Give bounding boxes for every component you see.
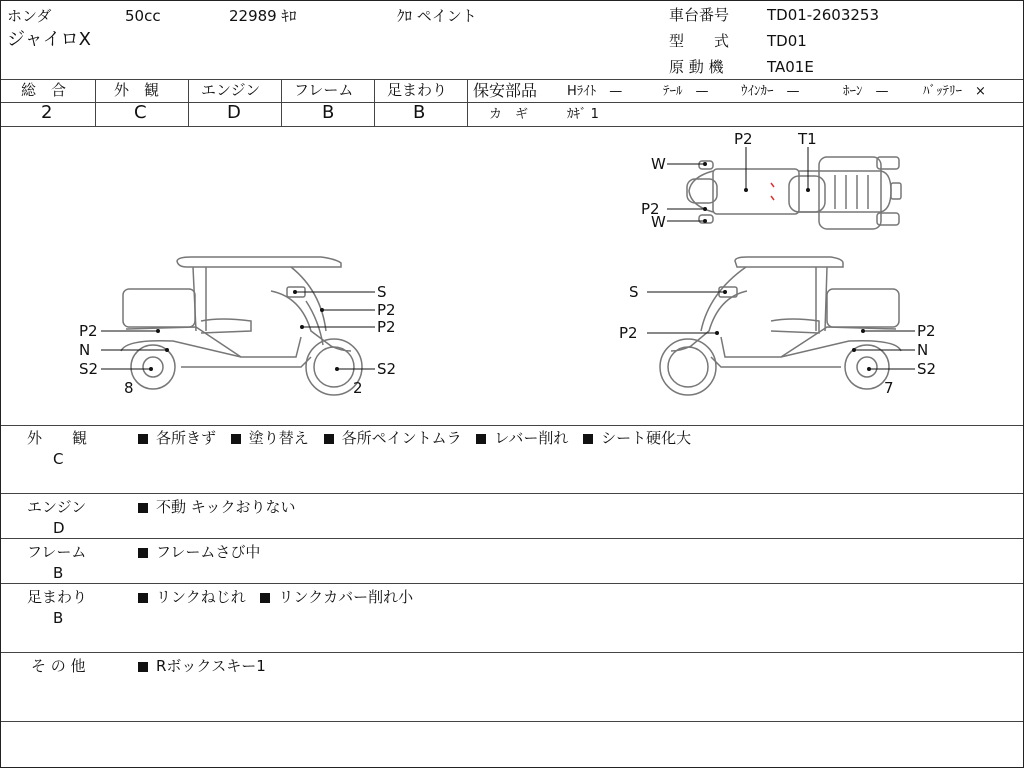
label-n-rear: N: [79, 341, 91, 359]
note-item: 各所ペイントムラ: [341, 429, 462, 447]
label-w-upper: W: [651, 155, 666, 173]
chassis-label: 車台番号: [669, 6, 730, 24]
color: ｸﾛ ペイント: [397, 7, 477, 25]
grade-frame-label: フレーム: [294, 81, 354, 99]
note-item: シート硬化大: [601, 429, 692, 447]
left-side-vehicle: [121, 257, 362, 395]
note-item: 塗り替え: [248, 429, 309, 447]
note-frame-label: フレーム: [27, 543, 87, 561]
label-s2-rear: S2: [79, 360, 99, 378]
label-p2-right-front: P2: [619, 324, 638, 342]
note-exterior-label: 外 観: [27, 429, 88, 447]
note-exterior-items: [138, 429, 701, 447]
grade-suspension-label: 足まわり: [387, 81, 448, 99]
chassis-value: TD01-2603253: [767, 6, 880, 24]
note-suspension-label: 足まわり: [27, 588, 88, 606]
divider: [1, 652, 1023, 653]
label-tire-rear-right: 7: [884, 379, 894, 397]
label-s2-front-left: S2: [377, 360, 397, 378]
note-item: レバー削れ: [494, 429, 569, 447]
note-item: フレームさび中: [156, 543, 261, 561]
divider: [468, 102, 1023, 103]
mileage: 22989 ｷﾛ: [229, 7, 297, 25]
maker: ホンダ: [7, 7, 52, 25]
label-p2-left-b: P2: [377, 318, 396, 336]
note-item: リンクねじれ: [156, 588, 246, 606]
label-tire-rear-left: 8: [124, 379, 134, 397]
grade-frame-value: B: [322, 102, 335, 123]
top-view-vehicle: [687, 157, 901, 229]
divider: [1, 425, 1023, 426]
grade-suspension-value: B: [413, 102, 426, 123]
note-frame-items: [138, 543, 270, 561]
label-w-lower: W: [651, 213, 666, 231]
label-p2-right-rear: P2: [917, 322, 936, 340]
label-p2-top: P2: [734, 130, 753, 148]
note-engine-grade: D: [53, 519, 65, 537]
label-p2-left-a: P2: [377, 301, 396, 319]
divider: [1, 493, 1023, 494]
note-exterior-grade: C: [53, 450, 64, 468]
divider: [95, 79, 96, 126]
model-name: ジャイロX: [7, 29, 91, 50]
note-other-label: そ の 他: [31, 657, 86, 675]
note-suspension-grade: B: [53, 609, 64, 627]
grade-engine-value: D: [227, 102, 241, 123]
safety-label: 保安部品: [473, 81, 538, 100]
engine-label: 原 動 機: [669, 58, 724, 76]
label-p2-rear: P2: [79, 322, 98, 340]
note-frame-grade: B: [53, 564, 64, 582]
grade-overall-label: 総 合: [21, 81, 67, 99]
divider: [1, 583, 1023, 584]
grade-overall-value: 2: [41, 102, 53, 123]
safety-winker: ｳｲﾝｶｰ —: [741, 84, 800, 99]
label-p2-left-top: P2: [641, 200, 660, 218]
key-value: ｶｷﾞ 1: [567, 107, 599, 122]
displacement: 50cc: [125, 7, 161, 25]
divider: [1, 538, 1023, 539]
divider: [188, 79, 189, 126]
grade-engine-label: エンジン: [201, 81, 261, 99]
key-label: カ ギ: [489, 107, 529, 122]
divider: [1, 79, 1023, 80]
safety-tail: ﾃｰﾙ —: [663, 84, 709, 99]
note-item: 不動 キックおりない: [156, 498, 296, 516]
note-item: Rボックスキー1: [156, 657, 266, 675]
safety-battery: ﾊﾞｯﾃﾘｰ ×: [923, 84, 986, 99]
label-s-right: S: [629, 283, 639, 301]
grade-exterior-value: C: [134, 102, 147, 123]
note-item: リンクカバー削れ小: [278, 588, 414, 606]
note-other-items: [138, 657, 276, 675]
engine-value: TA01E: [767, 58, 814, 76]
divider: [1, 721, 1023, 722]
label-t1: T1: [798, 130, 817, 148]
right-side-vehicle: [660, 257, 901, 395]
label-tire-front-left: 2: [353, 379, 363, 397]
safety-headlight: Hﾗｲﾄ —: [567, 84, 623, 99]
vehicle-diagram: [1, 127, 1023, 425]
type-label: 型 式: [669, 32, 730, 50]
note-suspension-items: [138, 588, 423, 606]
divider: [281, 79, 282, 126]
divider: [467, 79, 468, 126]
note-engine-items: [138, 498, 305, 516]
note-engine-label: エンジン: [27, 498, 87, 516]
label-n-right: N: [917, 341, 929, 359]
safety-horn: ﾎｰﾝ —: [843, 84, 889, 99]
divider: [374, 79, 375, 126]
label-s-left: S: [377, 283, 387, 301]
grade-exterior-label: 外 観: [114, 81, 160, 99]
note-item: 各所きず: [156, 429, 217, 447]
type-value: TD01: [767, 32, 807, 50]
label-s2-right: S2: [917, 360, 937, 378]
